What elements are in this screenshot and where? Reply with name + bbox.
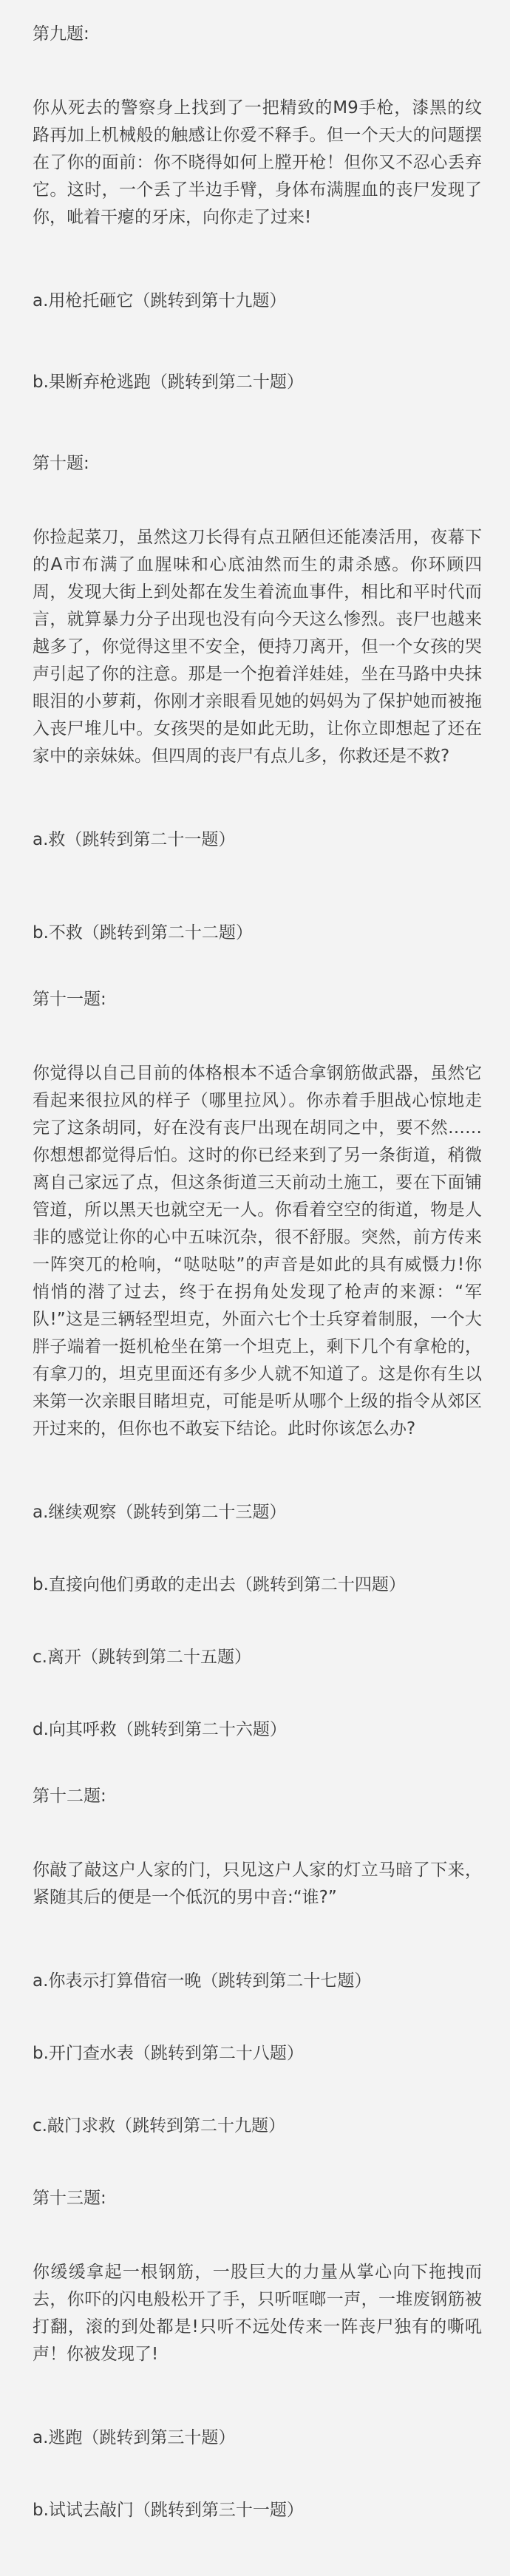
question-body: 你从死去的警察身上找到了一把精致的M9手枪，漆黑的纹路再加上机械般的触感让你爱不释手。但一个天大的问题摆在了你的面前：你不晓得如何上膛开枪！但你又不忍心丢弃它。这时，一个丢了半边手臂，身体布满腥血的丧尸发现了你，呲着干瘪的牙床，向你走了过来! [33, 98, 482, 227]
option-c: c.敲门求救（跳转到第二十九题） [33, 2116, 285, 2135]
question-12 [33, 1784, 482, 2138]
question-title: 第十一题: [33, 990, 106, 1009]
option-b: b.不救（跳转到第二十二题） [33, 923, 253, 942]
question-body: 你敲了敲这户人家的门，只见这户人家的灯立马暗了下来，紧随其后的便是一个低沉的男中音:“谁?” [33, 1860, 482, 1907]
option-d: d.向其呼救（跳转到第二十六题） [33, 1720, 287, 1739]
option-a: a.你表示打算借宿一晚（跳转到第二十七题） [33, 1971, 372, 1991]
option-a: a.继续观察（跳转到第二十三题） [33, 1503, 287, 1522]
question-title: 第十题: [33, 454, 89, 473]
question-title: 第十三题: [33, 2189, 106, 2208]
option-a: a.用枪托砸它（跳转到第十九题） [33, 291, 287, 310]
question-title: 第十二题: [33, 1787, 106, 1806]
option-b: b.直接向他们勇敢的走出去（跳转到第二十四题） [33, 1575, 406, 1594]
question-title: 第九题: [33, 24, 89, 44]
option-b: b.试试去敲门（跳转到第三十一题） [33, 2501, 304, 2520]
option-b: b.开门查水表（跳转到第二十八题） [33, 2044, 304, 2063]
option-b: b.果断弃枪逃跑（跳转到第二十题） [33, 373, 304, 392]
question-9 [33, 22, 482, 394]
question-13 [33, 2186, 482, 2522]
option-a: a.救（跳转到第二十一题） [33, 830, 236, 849]
question-11 [33, 988, 482, 1741]
option-a: a.逃跑（跳转到第三十题） [33, 2428, 236, 2447]
question-body: 你捡起菜刀，虽然这刀长得有点丑陋但还能凑活用，夜幕下的A市布满了血腥味和心底油然而生的肃杀感。你环顾四周，发现大街上到处都在发生着流血事件，相比和平时代而言，就算暴力分子出现也没有向今天这么惨烈。丧尸也越来越多了，你觉得这里不安全，便持刀离开，但一个女孩的哭声引起了你的注意。那是一个抱着洋娃娃，坐在马路中央抹眼泪的小萝莉，你刚才亲眼看见她的妈妈为了保护她而被拖入丧尸堆儿中。女孩哭的是如此无助，让你立即想起了还在家中的亲妹妹。但四周的丧尸有点儿多，你救还是不救? [33, 528, 482, 766]
question-body: 你缓缓拿起一根钢筋，一股巨大的力量从掌心向下拖拽而去，你吓的闪电般松开了手，只听哐啷一声，一堆废钢筋被打翻，滚的到处都是!只听不远处传来一阵丧尸独有的嘶吼声！你被发现了! [33, 2263, 482, 2364]
question-10 [33, 452, 482, 945]
option-c: c.离开（跳转到第二十五题） [33, 1648, 251, 1667]
question-body: 你觉得以自己目前的体格根本不适合拿钢筋做武器，虽然它看起来很拉风的样子（哪里拉风）。你赤着手胆战心惊地走完了这条胡同，好在没有丧尸出现在胡同之中，要不然……你想想都觉得后怕。这时的你已经来到了另一条街道，稍微离自己家远了点，但这条街道三天前动土施工，要在下面铺管道，所以黑天也就空无一人。你看着空空的街道，物是人非的感觉让你的心中五味沉杂，很不舒服。突然，前方传来一阵突兀的枪响，“哒哒哒”的声音是如此的具有威慑力!你悄悄的潜了过去，终于在拐角处发现了枪声的来源：“军队!”这是三辆轻型坦克，外面六七个士兵穿着制服，一个大胖子端着一挺机枪坐在第一个坦克上，剩下几个有拿枪的，有拿刀的，坦克里面还有多少人就不知道了。这是你有生以来第一次亲眼目睹坦克，可能是听从哪个上级的指令从郊区开过来的，但你也不敢妄下结论。此时你该怎么办? [33, 1064, 482, 1438]
